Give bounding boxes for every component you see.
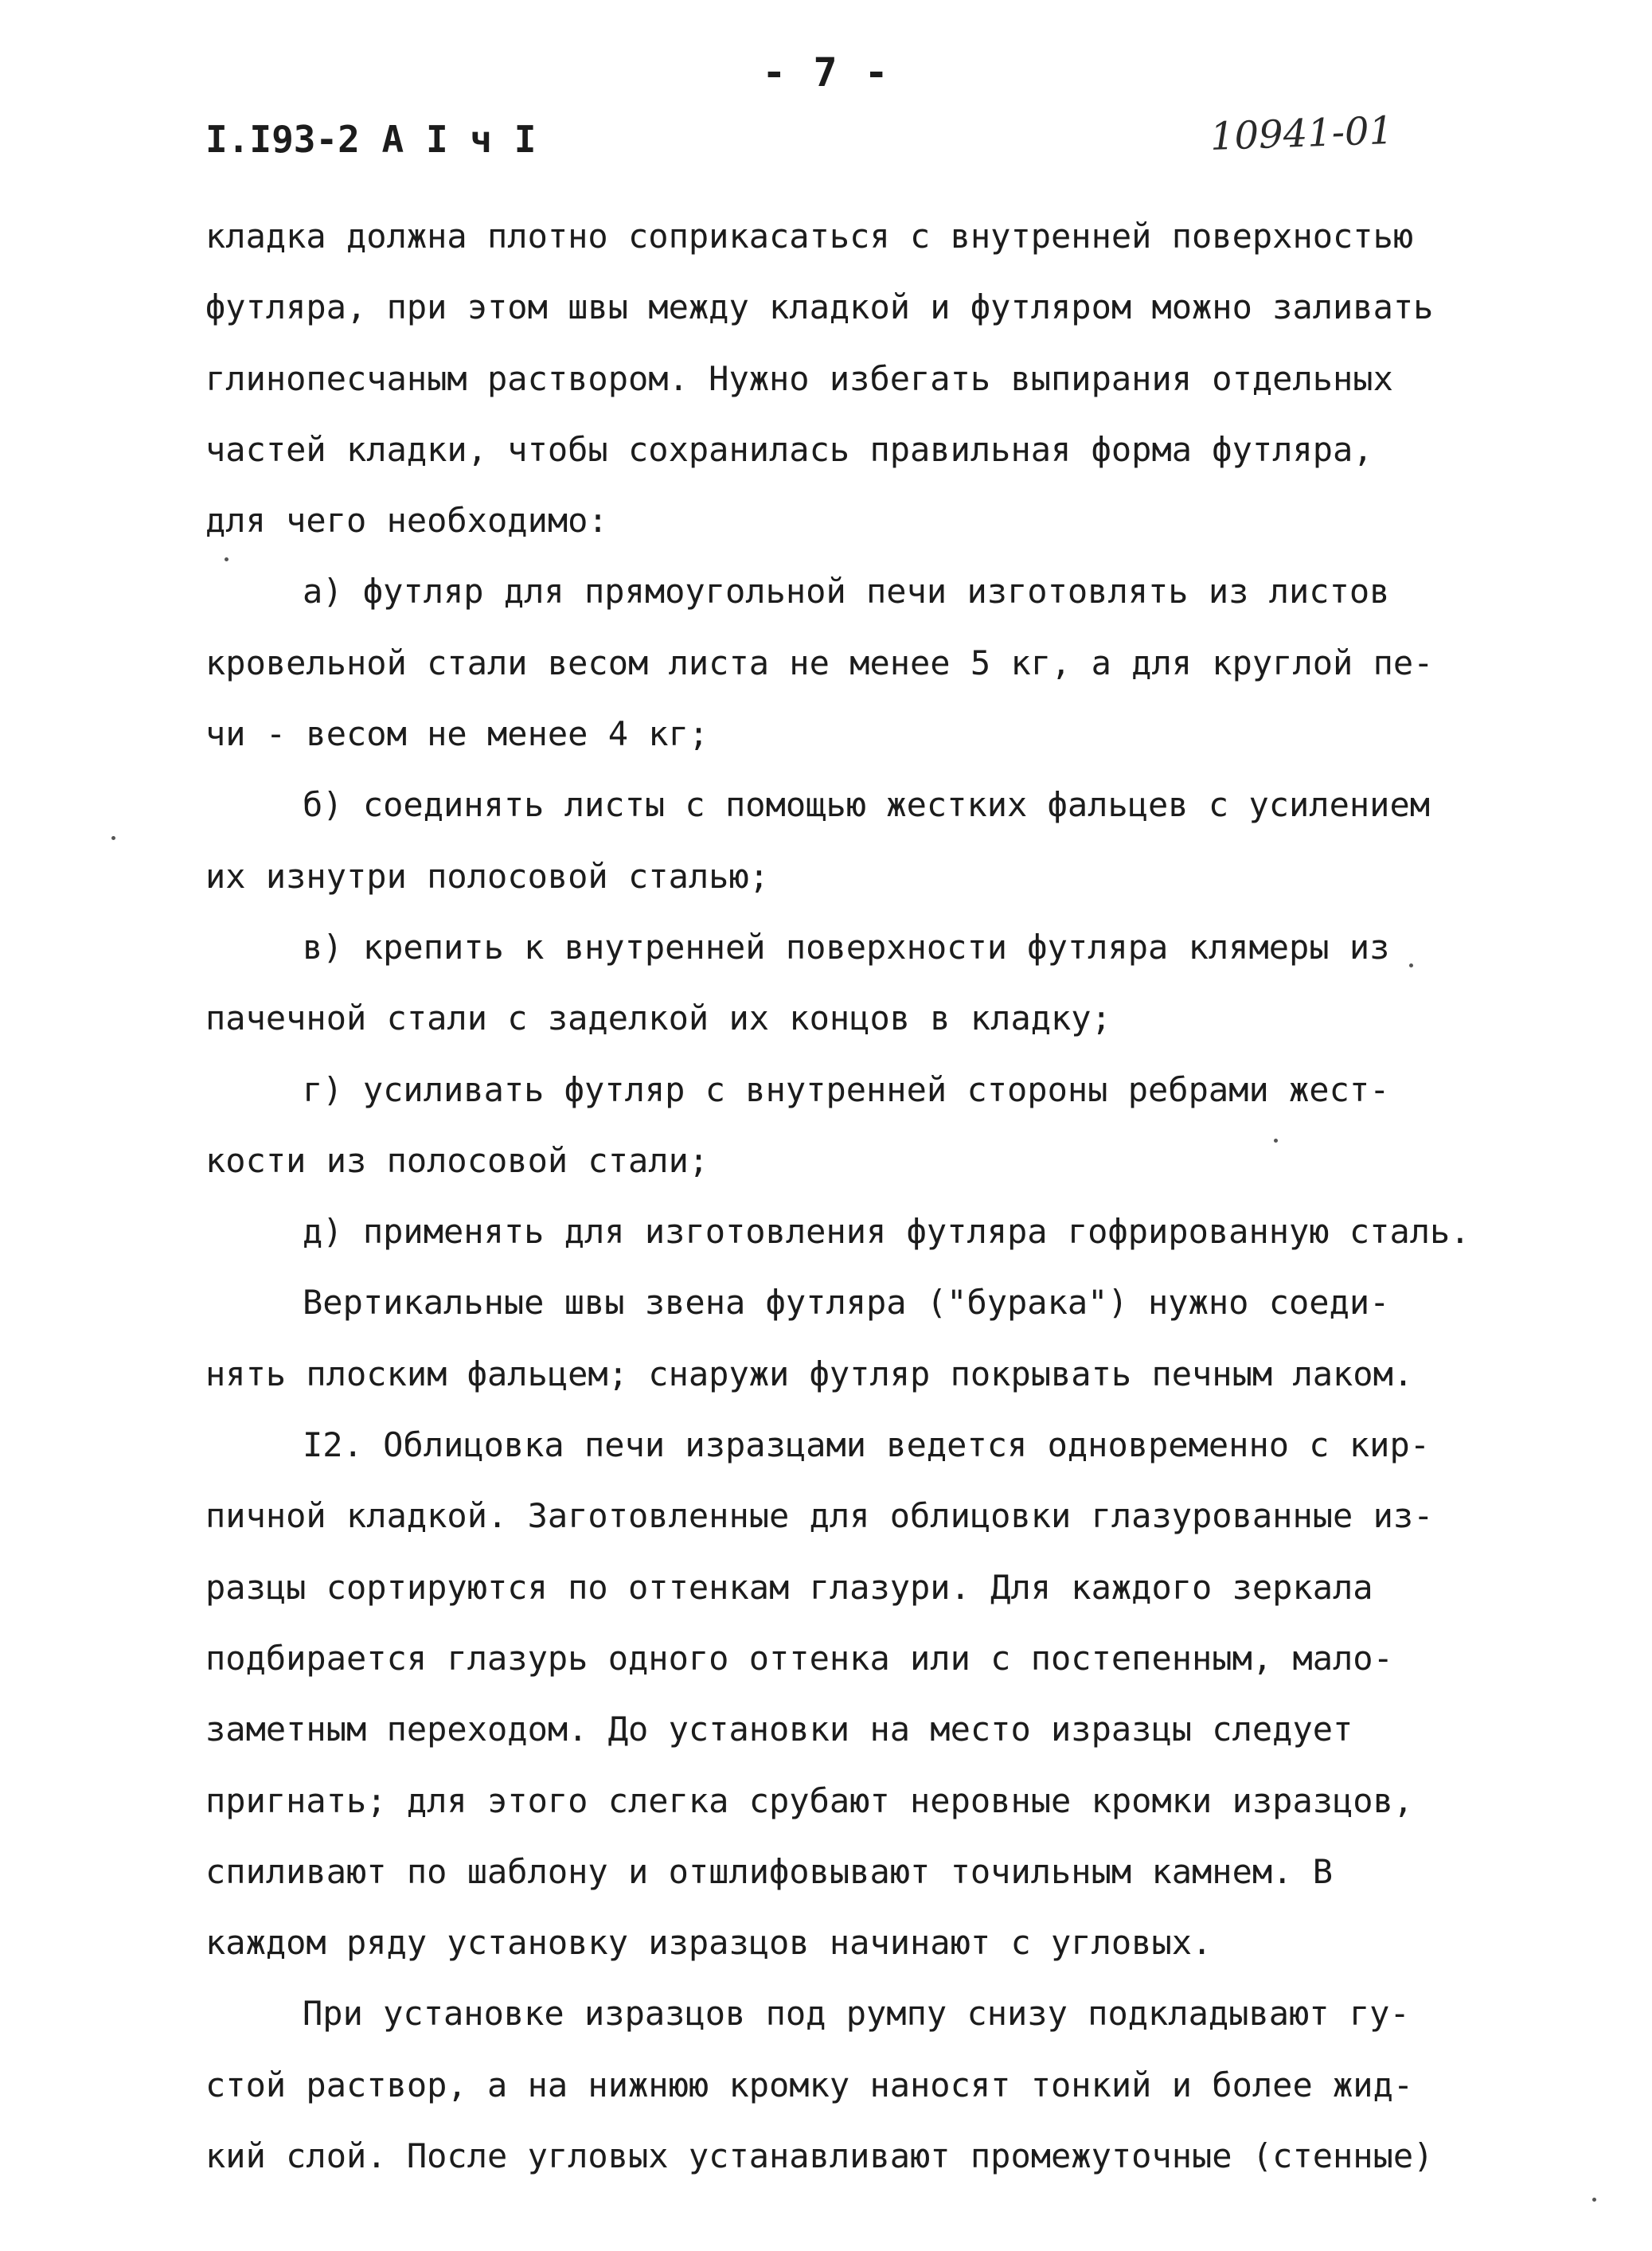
text-line: кий слой. После угловых устанавливают промежуточные (стенные) <box>205 2136 1434 2176</box>
text-line: глинопесчаным раствором. Нужно избегать выпирания отдельных <box>205 358 1393 398</box>
text-line: заметным переходом. До установки на место изразцы следует <box>205 1710 1353 1749</box>
text-line: пригнать; для этого слегка срубают неровные кромки изразцов, <box>205 1780 1414 1820</box>
text-line: подбирается глазурь одного оттенка или с постепенным, мало- <box>205 1638 1393 1678</box>
text-line: I2. Облицовка печи изразцами ведется одновременно с кир- <box>303 1425 1431 1465</box>
text-line: нять плоским фальцем; снаружи футляр покрывать печным лаком. <box>205 1354 1414 1393</box>
text-line: футляра, при этом швы между кладкой и футляром можно заливать <box>205 287 1434 327</box>
text-line: в) крепить к внутренней поверхности футляра клямеры из <box>303 927 1390 967</box>
scan-speck <box>1409 963 1413 967</box>
body-text <box>205 201 1575 2191</box>
scan-speck <box>225 557 228 561</box>
text-line: их изнутри полосовой сталью; <box>205 856 770 896</box>
text-line: частей кладки, чтобы сохранилась правильная форма футляра, <box>205 429 1373 469</box>
text-line: кости из полосовой стали; <box>205 1140 709 1180</box>
text-line: Вертикальные швы звена футляра ("бурака") нужно соеди- <box>303 1283 1390 1323</box>
text-line: разцы сортируются по оттенкам глазури. Для каждого зеркала <box>205 1567 1373 1607</box>
text-line: а) футляр для прямоугольной печи изготовлять из листов <box>303 572 1390 612</box>
scan-speck <box>1274 1139 1278 1143</box>
scan-speck <box>1592 2198 1596 2202</box>
text-line: кладка должна плотно соприкасаться с внутренней поверхностью <box>205 217 1414 256</box>
scan-speck <box>111 836 115 840</box>
text-line: чи - весом не менее 4 кг; <box>205 714 709 754</box>
inventory-number: 10941-01 <box>1209 108 1394 159</box>
text-line: для чего необходимо: <box>205 501 608 541</box>
text-line: При установке изразцов под румпу снизу подкладывают гу- <box>303 1994 1410 2034</box>
text-line: спиливают по шаблону и отшлифовывают точильным камнем. В <box>205 1851 1334 1891</box>
text-line: г) усиливать футляр с внутренней стороны ребрами жест- <box>303 1069 1390 1109</box>
text-line: б) соединять листы с помощью жестких фальцев с усилением <box>303 785 1431 825</box>
page-number: - 7 - <box>762 49 890 96</box>
text-line: пичной кладкой. Заготовленные для облицовки глазурованные из- <box>205 1496 1434 1536</box>
text-line: каждом ряду установку изразцов начинают с угловых. <box>205 1923 1213 1963</box>
document-code: I.I93-2 А I ч I <box>205 118 537 161</box>
text-line: стой раствор, а на нижнюю кромку наносят тонкий и более жид- <box>205 2065 1414 2104</box>
text-line: кровельной стали весом листа не менее 5 кг, а для круглой пе- <box>205 643 1434 682</box>
text-line: д) применять для изготовления футляра гофрированную сталь. <box>303 1212 1470 1252</box>
text-line: пачечной стали с заделкой их концов в кладку; <box>205 998 1111 1038</box>
